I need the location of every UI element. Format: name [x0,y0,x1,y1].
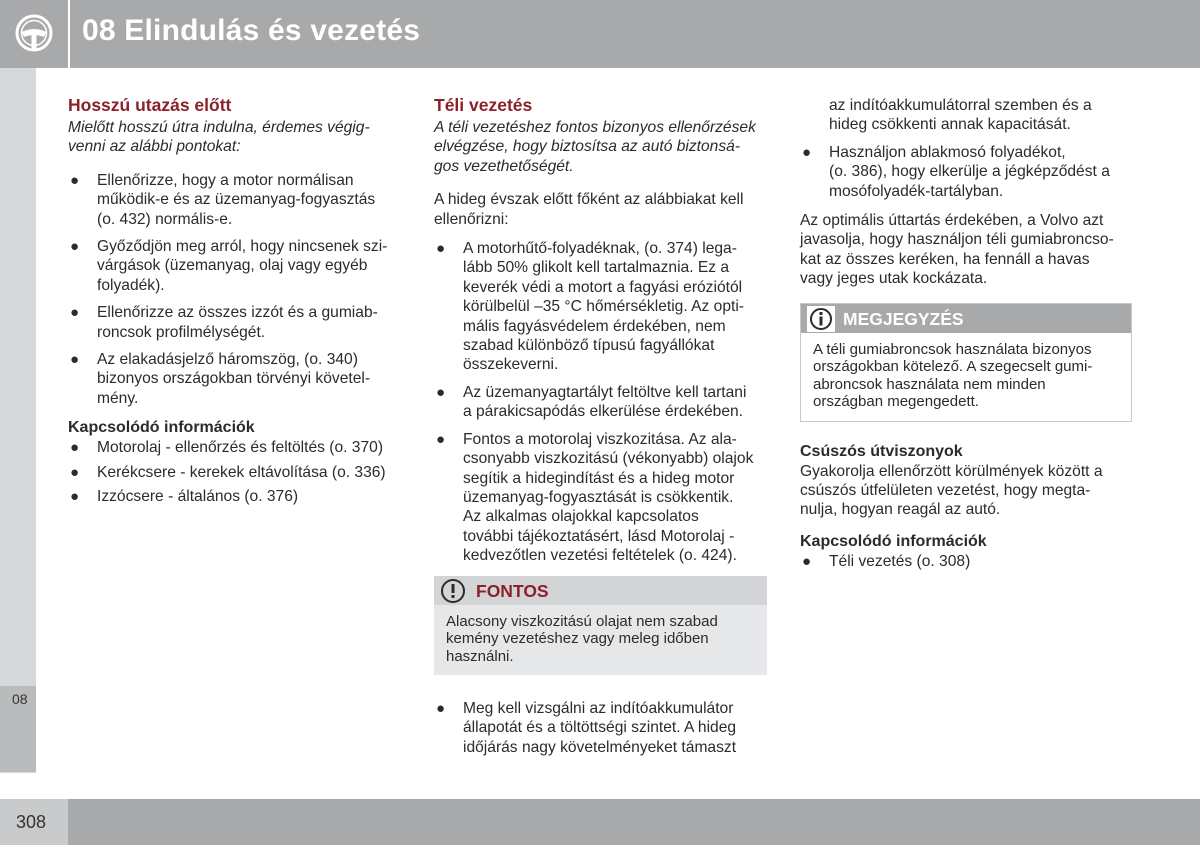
list-item-line: körülbelül –35 °C hőmérsékletig. Az opti- [463,298,744,316]
important-box-body [434,605,767,676]
list-item-line: üzemanyag-fogyasztását is csökkentik. [463,488,734,506]
related-link-text[interactable]: Izzócsere - általános (o. 376) [97,488,299,506]
bullet-icon: ● [436,383,446,401]
intro-line: A téli vezetéshez fontos bizonyos ellenőrzések [434,119,756,136]
slippery-roads-heading: Csúszós útviszonyok [800,442,963,460]
list-item-line: Az elakadásjelző háromszög, (o. 340) [97,351,358,369]
list-item-line: Ellenőrizze az összes izzót és a gumiab- [97,304,378,322]
list-item [68,171,398,229]
paragraph-line: Az optimális úttartás érdekében, a Volvo azt [800,212,1104,230]
list-item [434,430,767,566]
paragraph-line: csúszós útfelületen vezetést, hogy megta- [800,482,1091,500]
list-item [434,239,767,375]
checklist [800,143,1132,201]
box-line: abroncsok használata nem minden [813,375,1046,393]
bullet-icon: ● [70,304,80,322]
related-links [68,438,398,506]
list-item-line: Meg kell vizsgálni az indítóakkumulátor [463,700,734,718]
paragraph-line: kat az összes keréken, ha fennáll a havas [800,250,1090,268]
bullet-icon: ● [802,552,812,570]
list-item-line: kedvezőtlen vezetési feltételek (o. 424). [463,547,737,565]
list-item-line: A motorhűtő-folyadéknak, (o. 374) lega- [463,240,737,258]
list-item-line: működik-e és az üzemanyag-fogyasztás [97,191,376,209]
list-item-line: csonyabb viszkozitású (vékonyabb) olajok [463,450,754,468]
section-heading-winter-driving: Téli vezetés [434,95,533,115]
box-line: A téli gumiabroncsok használata bizonyos [813,340,1092,358]
page-number: 308 [16,812,47,832]
list-item-line: Az alkalmas olajokkal kapcsolatos [463,508,699,526]
important-box [434,576,767,676]
list-item-line: lább 50% glikolt kell tartalmaznia. Ez a [463,259,730,277]
list-item-line: mális fagyásvédelem érdekében, nem [463,317,726,335]
bullet-icon: ● [436,430,446,448]
list-item-line: várgások (üzemanyag, olaj vagy egyéb [97,257,368,275]
note-box-title: MEGJEGYZÉS [843,308,964,329]
checklist-continued [434,699,767,757]
section-intro [434,118,767,176]
chapter-icon-box [0,0,68,68]
bullet-icon: ● [70,238,80,256]
checklist [434,239,767,566]
list-item-line: hideg csökkenti annak kapacitását. [829,116,1071,134]
box-line: kemény vezetéshez vagy meleg időben [446,630,709,648]
box-line: országban megengedett. [813,393,979,411]
paragraph-line: A hideg évszak előtt főként az alábbiakat kell [434,191,744,209]
list-item-line: a párakicsapódás elkerülése érdekében. [463,403,744,421]
note-box-header [801,304,1131,333]
list-item-line: időjárás nagy követelményeket támaszt [463,738,737,756]
bullet-icon: ● [70,488,80,506]
bullet-icon: ● [70,463,80,481]
list-item [68,303,398,342]
paragraph-line: ellenőrizni: [434,210,509,228]
note-box [800,303,1132,422]
list-item-line: az indítóakkumulátorral szemben és a [829,97,1092,114]
paragraph [434,190,767,229]
chapter-title: 08 Elindulás és vezetés [82,14,421,47]
column-3 [800,96,1132,581]
important-box-header [434,576,767,605]
side-tab [0,68,36,773]
checklist [68,171,398,408]
bullet-icon: ● [70,171,80,189]
list-item-line: bizonyos országokban törvényi követel- [97,370,371,388]
related-link-text[interactable]: Téli vezetés (o. 308) [829,552,971,570]
bullet-icon: ● [802,143,812,161]
list-item-line: Ellenőrizze, hogy a motor normálisan [97,171,354,189]
list-item-line: mosófolyadék-tartályban. [829,182,1004,200]
steering-wheel-icon [14,13,54,53]
list-item-line: folyadék). [97,276,165,294]
column-2 [434,94,767,767]
related-link-text[interactable]: Motorolaj - ellenőrzés és feltöltés (o. 370) [97,439,384,457]
list-item [68,237,398,295]
list-item-line: (o. 386), hogy elkerülje a jégképződést a [829,163,1110,181]
section-heading-long-trip: Hosszú utazás előtt [68,95,232,115]
paragraph-line: vagy jeges utak kockázata. [800,270,988,288]
list-item-line: segítik a hidegindítást és a hideg motor [463,469,735,487]
related-link[interactable] [68,438,398,457]
list-item-line: összekeverni. [463,356,559,374]
intro-line: venni az alábbi pontokat: [68,138,241,156]
note-box-body [801,333,1131,421]
list-item [434,699,767,757]
page-footer [0,799,1200,845]
related-link[interactable] [68,487,398,506]
bullet-icon: ● [436,700,446,718]
paragraph [800,462,1132,520]
related-info-heading: Kapcsolódó információk [800,532,987,550]
info-icon [807,306,835,332]
warning-exclamation-icon [440,578,466,604]
list-item [68,350,398,408]
box-line: országokban kötelező. A szegecselt gumi- [813,358,1093,376]
list-item-line: Használjon ablakmosó folyadékot, [829,143,1066,161]
important-box-title: FONTOS [476,580,549,601]
list-item [434,383,767,422]
header-divider [68,0,70,68]
list-item [800,143,1132,201]
list-item-line: mény. [97,389,139,407]
related-links [800,552,1132,571]
column-1 [68,94,398,517]
list-item-line: állapotát és a töltöttségi szintet. A hideg [463,719,737,737]
intro-line: gos vezethetőségét. [434,157,574,175]
related-link[interactable] [800,552,1132,571]
side-tab-label: 08 [12,691,28,707]
list-item-line: Győződjön meg arról, hogy nincsenek szi- [97,238,388,256]
related-link-text[interactable]: Kerékcsere - kerekek eltávolítása (o. 336) [97,463,386,481]
list-item-line: keverék védi a motort a fagyási eróziótól [463,278,743,296]
bullet-icon: ● [436,240,446,258]
intro-line: elvégzése, hogy biztosítsa az autó biztonsá- [434,138,740,156]
box-line: használni. [446,647,514,665]
list-item-line: szabad különböző típusú fagyállókat [463,337,715,355]
related-link[interactable] [68,463,398,482]
list-item-line: (o. 432) normális-e. [97,210,233,228]
paragraph-line: javasolja, hogy használjon téli gumiabroncso- [800,231,1114,249]
paragraph-line: nulja, hogyan reagál az autó. [800,501,1001,519]
list-item-continuation [800,96,1132,135]
bullet-icon: ● [70,439,80,457]
intro-line: Mielőtt hosszú útra indulna, érdemes végig- [68,119,370,136]
box-line: Alacsony viszkozitású olajat nem szabad [446,612,718,630]
list-item-line: roncsok profilmélységét. [97,323,266,341]
section-intro [68,118,398,157]
related-info-heading: Kapcsolódó információk [68,419,255,437]
paragraph [800,211,1132,289]
bullet-icon: ● [70,351,80,369]
paragraph-line: Gyakorolja ellenőrzött körülmények között a [800,462,1103,480]
list-item-line: Az üzemanyagtartályt feltöltve kell tartani [463,383,747,401]
list-item-line: Fontos a motorolaj viszkozitása. Az ala- [463,430,737,448]
list-item-line: további tájékoztatásért, lásd Motorolaj - [463,527,735,545]
